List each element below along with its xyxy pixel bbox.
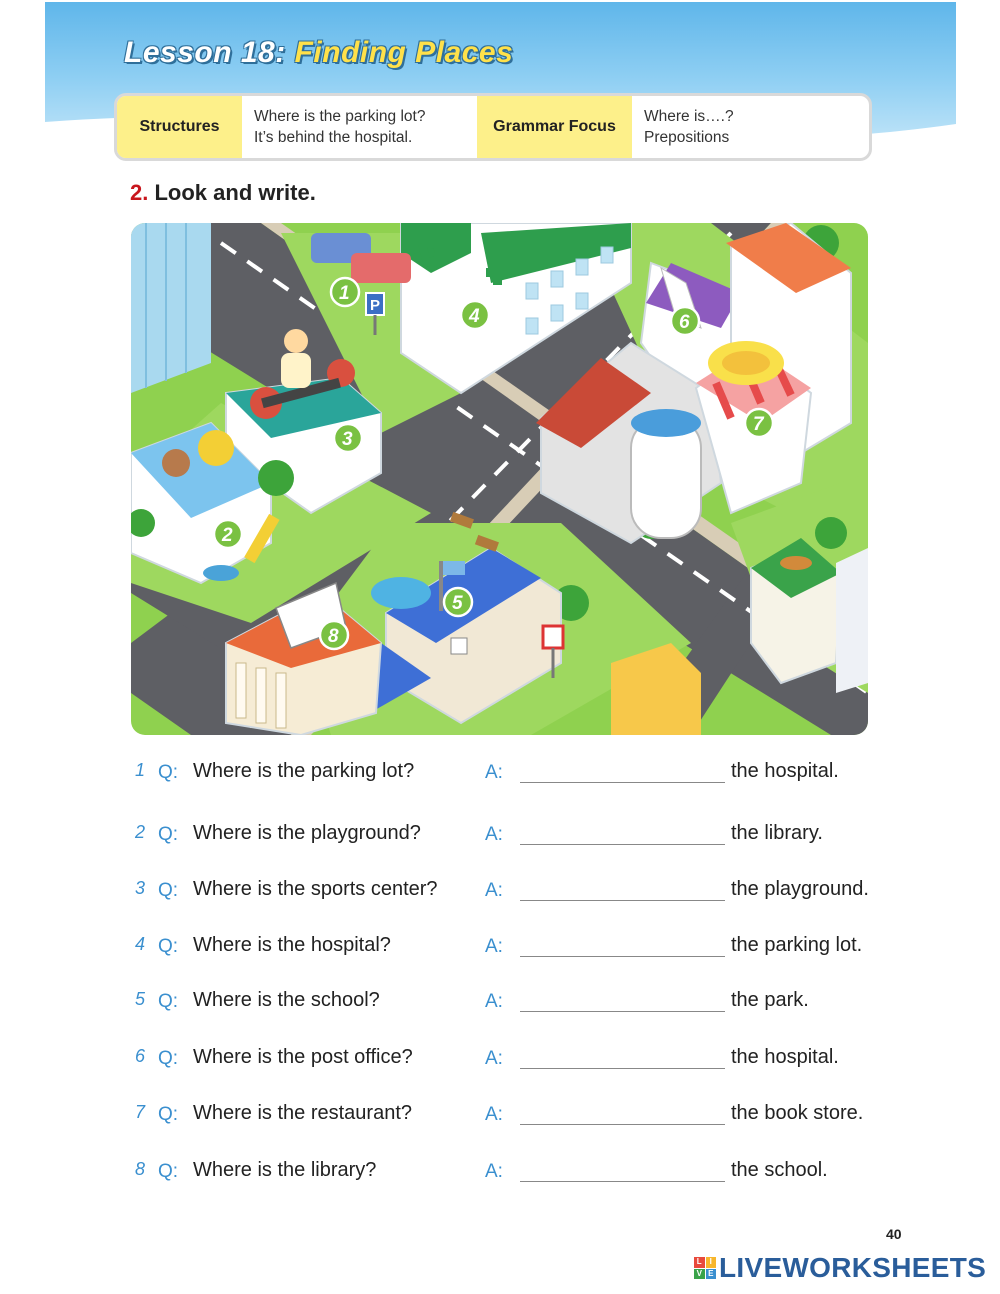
answer-tail: the book store.: [731, 1102, 864, 1124]
svg-text:4: 4: [469, 306, 480, 327]
answer-tail: the hospital.: [731, 1046, 839, 1068]
question-row-8: 8 Q: Where is the library? A: the school.: [135, 1159, 828, 1182]
lesson-info-box: [114, 93, 872, 161]
answer-tail: the school.: [731, 1159, 828, 1181]
answer-tail: the playground.: [731, 878, 869, 900]
question-row-5: 5 Q: Where is the school? A: the park.: [135, 989, 809, 1012]
map-label-8: [320, 621, 348, 649]
question-text: Where is the school?: [193, 989, 380, 1011]
question-text: Where is the post office?: [193, 1046, 413, 1068]
map-label-3: [334, 424, 362, 452]
svg-text:7: 7: [753, 414, 764, 435]
answer-tail: the parking lot.: [731, 934, 863, 956]
svg-text:2: 2: [222, 525, 233, 546]
question-row-3: 3 Q: Where is the sports center? A: the playground.: [135, 878, 869, 901]
grammar-focus-label: Grammar Focus: [477, 96, 632, 158]
answer-tail: the hospital.: [731, 760, 839, 782]
question-text: Where is the sports center?: [193, 878, 438, 900]
question-row-7: 7 Q: Where is the restaurant? A: the book store.: [135, 1102, 864, 1125]
answer-blank-4[interactable]: [520, 956, 725, 957]
structures-label: Structures: [117, 96, 242, 158]
map-label-4: [461, 301, 489, 329]
page-number: 40: [886, 1226, 902, 1242]
liveworksheets-logo[interactable]: [694, 1253, 986, 1283]
question-text: Where is the parking lot?: [193, 760, 415, 782]
question-row-1: 1 Q: Where is the parking lot? A: the hospital.: [135, 760, 839, 783]
parking-sign-letter: P: [370, 297, 381, 314]
question-text: Where is the restaurant?: [193, 1102, 412, 1124]
question-text: Where is the library?: [193, 1159, 377, 1181]
question-text: Where is the hospital?: [193, 934, 391, 956]
map-label-5: [444, 588, 472, 616]
answer-blank-1[interactable]: [520, 782, 725, 783]
answer-blank-5[interactable]: [520, 1011, 725, 1012]
svg-text:1: 1: [339, 283, 350, 304]
answer-blank-2[interactable]: [520, 844, 725, 845]
map-label-1: [331, 278, 359, 306]
town-map-illustration: [131, 223, 868, 735]
svg-text:6: 6: [679, 312, 690, 333]
brand-name: LIVEWORKSHEETS: [719, 1252, 987, 1283]
answer-blank-6[interactable]: [520, 1068, 725, 1069]
answer-blank-3[interactable]: [520, 900, 725, 901]
map-label-6: [671, 307, 699, 335]
answer-blank-7[interactable]: [520, 1124, 725, 1125]
question-row-2: 2 Q: Where is the playground? A: the library.: [135, 822, 823, 845]
answer-tail: the library.: [731, 822, 823, 844]
map-label-7: [745, 409, 773, 437]
town-map-svg: [131, 223, 868, 735]
svg-text:5: 5: [452, 593, 463, 614]
question-text: Where is the playground?: [193, 822, 421, 844]
exercise-heading: 2. Look and write.: [130, 180, 316, 205]
grammar-focus-text: Where is….? Prepositions: [644, 108, 734, 146]
answer-tail: the park.: [731, 989, 809, 1011]
answer-blank-8[interactable]: [520, 1181, 725, 1182]
structures-text: Where is the parking lot? It’s behind the hospital.: [254, 108, 426, 146]
brand-logo-icon: L I V E: [694, 1257, 716, 1279]
svg-text:8: 8: [328, 626, 339, 647]
svg-text:3: 3: [342, 429, 353, 450]
map-label-2: [214, 520, 242, 548]
lesson-title: Lesson 18: Finding Places: [124, 36, 514, 69]
question-row-6: 6 Q: Where is the post office? A: the hospital.: [135, 1046, 839, 1069]
question-row-4: 4 Q: Where is the hospital? A: the parking lot.: [135, 934, 863, 957]
